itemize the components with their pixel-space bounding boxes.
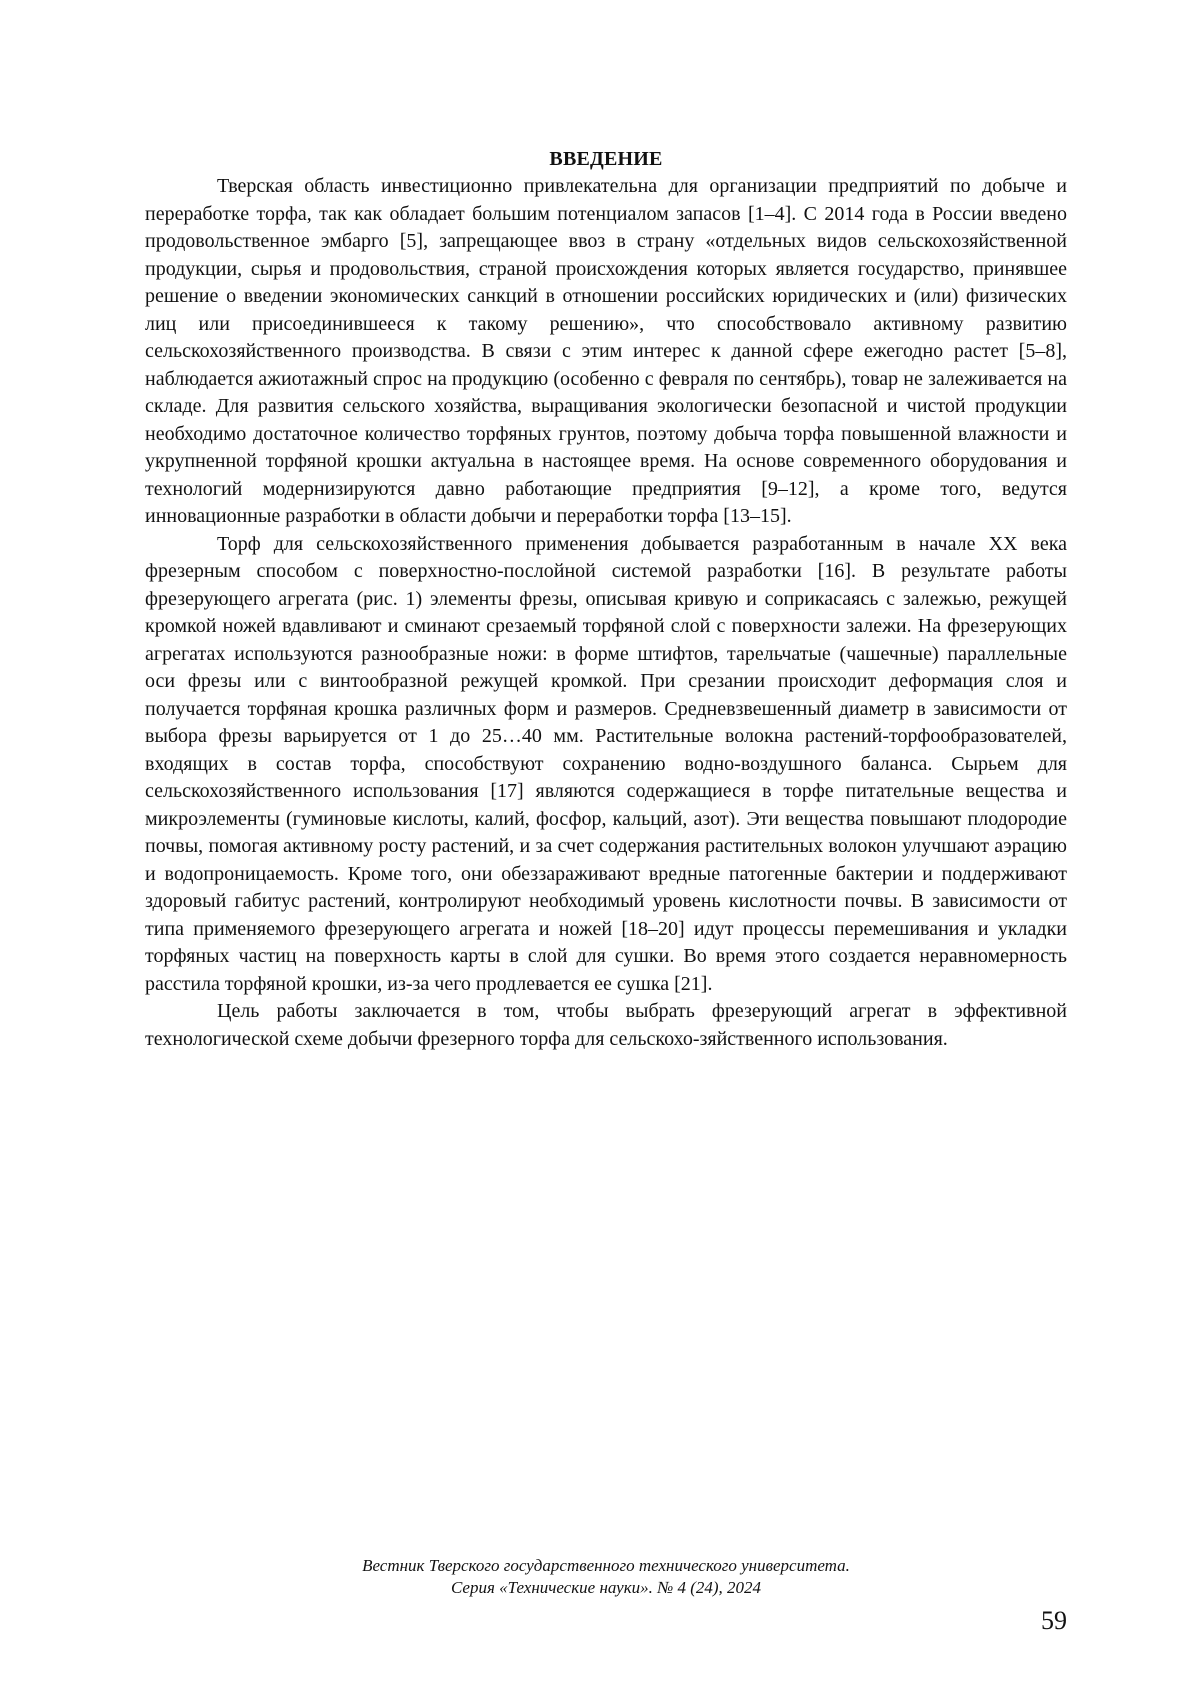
page-number: 59 [1041,1606,1067,1635]
paragraph-peat-milling: Торф для сельскохозяйственного применения добывается разработанным в начале XX века фрезерным способом с поверхностно-послойной системой разработки [16]. В результате работы фрезерующего агрегата (рис. 1) элементы фрезы, описывая кривую и соприкасаясь с залежью, режущей кромкой ножей вдавливают и сминают срезаемый торфяной слой с поверхности залежи. На фрезерующих агрегатах используются разнообразные ножи: в форме штифтов, тарельчатые (чашечные) параллельные оси фрезы или с винтообразной режущей кромкой. При срезании происходит деформация слоя и получается торфяная крошка различных форм и размеров. Средневзвешенный диаметр в зависимости от выбора фрезы варьируется от 1 до 25…40 мм. Растительные волокна растений-торфообразователей, входящих в состав торфа, способствуют сохранению водно-воздушного баланса. Сырьем для сельскохозяйственного использования [17] являются содержащиеся в торфе питательные вещества и микроэлементы (гуминовые кислоты, калий, фосфор, кальций, азот). Эти вещества повышают плодородие почвы, помогая активному росту растений, и за счет содержания растительных волокон улучшают аэрацию и водопроницаемость. Кроме того, они обеззараживают вредные патогенные бактерии и поддерживают здоровый габитус растений, контролируют необходимый уровень кислотности почвы. В зависимости от типа применяемого фрезерующего агрегата и ножей [18–20] идут процессы перемешивания и укладки торфяных частиц на поверхность карты в слой для сушки. Во время этого создается неравномерность расстила торфяной крошки, из-за чего продлевается ее сушка [21]. [145,532,1067,995]
main-content [145,145,1067,1053]
paragraph-work-goal: Цель работы заключается в том, чтобы выбрать фрезерующий агрегат в эффективной технологической схеме добычи фрезерного торфа для сельскохо-зяйственного использования. [145,1000,1067,1050]
journal-footer [145,1555,1067,1599]
section-title: ВВЕДЕНИЕ [549,148,663,170]
journal-series-line: Серия «Технические науки». № 4 (24), 2024 [450,1578,762,1597]
paragraph-introduction: Тверская область инвестиционно привлекательна для организации предприятий по добыче и переработке торфа, так как обладает большим потенциалом запасов [1–4]. С 2014 года в России введено продовольственное эмбарго [5], запрещающее ввоз в страну «отдельных видов сельскохозяйственной продукции, сырья и продовольствия, страной происхождения которых является государство, принявшее решение о введении экономических санкций в отношении российских юридических и (или) физических лиц или присоединившееся к такому решению», что способствовало активному развитию сельскохозяйственного производства. В связи с этим интерес к данной сфере ежегодно растет [5–8], наблюдается ажиотажный спрос на продукцию (особенно с февраля по сентябрь), товар не залеживается на складе. Для развития сельского хозяйства, выращивания экологически безопасной и чистой продукции необходимо достаточное количество торфяных грунтов, поэтому добыча торфа повышенной влажности и укрупненной торфяной крошки актуальна в настоящее время. На основе современного оборудования и технологий модернизируются давно работающие предприятия [9–12], а кроме того, ведутся инновационные разработки в области добычи и переработки торфа [13–15]. [145,175,1067,527]
journal-title-line: Вестник Тверского государственного технического университета. [362,1556,850,1575]
